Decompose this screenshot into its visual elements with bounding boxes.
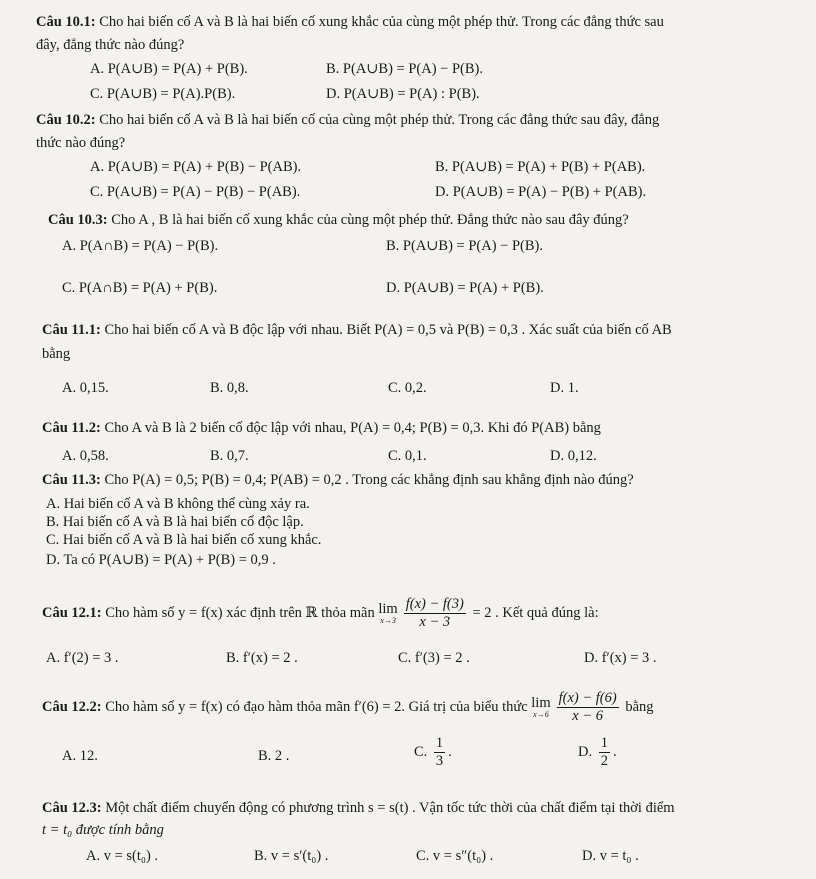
option-d: D. P(A∪B) = P(A) + P(B). — [386, 280, 544, 296]
question-10-1 — [36, 14, 664, 31]
fraction-numerator: 1 — [600, 735, 608, 751]
question-12-2 — [42, 690, 654, 725]
question-label: Câu 12.2: — [42, 698, 102, 715]
question-text: Cho hàm số y = f(x) có đạo hàm thỏa mãn f′(6) = 2. Giá trị của biểu thức — [105, 698, 528, 715]
option-d: D. P(A∪B) = P(A) : P(B). — [326, 86, 480, 102]
limit-expression — [378, 602, 397, 625]
fraction-denominator: x − 6 — [572, 708, 604, 724]
option-a: A. v = s(t₀) . — [86, 848, 159, 864]
option-a: A. P(A∪B) = P(A) + P(B). — [90, 61, 248, 77]
question-label: Câu 12.1: — [42, 604, 102, 621]
option-b: B. P(A∪B) = P(A) + P(B) + P(AB). — [435, 159, 646, 175]
limit-expression — [531, 696, 550, 719]
question-text: Cho hàm số y = f(x) xác định trên ℝ thỏa mãn — [105, 604, 375, 621]
option-letter: D. — [578, 743, 593, 760]
limit-word: lim — [378, 601, 398, 618]
question-label: Câu 10.1: — [36, 14, 96, 30]
option-a: A. P(A∪B) = P(A) + P(B) − P(AB). — [90, 159, 302, 175]
option-a: A. 0,15. — [62, 380, 109, 396]
question-label: Câu 12.3: — [42, 800, 102, 816]
option-c: C. P(A∪B) = P(A).P(B). — [90, 86, 236, 102]
option-tail: . — [448, 743, 452, 760]
option-d: D. P(A∪B) = P(A) − P(B) + P(AB). — [435, 184, 647, 200]
option-b: B. Hai biến cố A và B là hai biến cố độc lập. — [46, 514, 304, 530]
question-text-end: = 2 . Kết quả đúng là: — [472, 604, 599, 621]
option-c: C. 0,1. — [388, 448, 427, 464]
option-c: C. P(A∪B) = P(A) − P(B) − P(AB). — [90, 184, 301, 200]
option-letter: C. — [414, 743, 428, 760]
question-text-continued: đây, đẳng thức nào đúng? — [36, 37, 185, 53]
question-label: Câu 11.3: — [42, 472, 101, 488]
question-label: Câu 11.1: — [42, 322, 101, 338]
option-c: C. v = s″(t₀) . — [416, 848, 494, 864]
option-b: B. v = s′(t₀) . — [254, 848, 329, 864]
limit-word: lim — [531, 695, 551, 712]
question-11-1 — [42, 322, 672, 339]
option-b: B. 0,8. — [210, 380, 249, 396]
question-text-continued: thức nào đúng? — [36, 135, 126, 151]
fraction-numerator: f(x) − f(3) — [405, 596, 464, 612]
option-b: B. 2 . — [258, 748, 290, 764]
option-fraction — [599, 735, 610, 770]
option-fraction — [434, 735, 445, 770]
option-d: D. v = t₀ . — [582, 848, 639, 864]
limit-subscript: x→6 — [533, 709, 549, 719]
option-tail: . — [612, 743, 617, 760]
option-d: D. Ta có P(A∪B) = P(A) + P(B) = 0,9 . — [46, 552, 276, 568]
question-10-2 — [36, 112, 659, 129]
question-text: Cho hai biến cố A và B độc lập với nhau. Biết P(A) = 0,5 và P(B) = 0,3 . Xác suất của biến cố AB — [104, 322, 672, 338]
fraction — [404, 596, 466, 631]
question-10-3 — [48, 212, 629, 229]
limit-subscript: x→3 — [380, 615, 396, 625]
option-c — [414, 735, 452, 770]
option-c: C. f′(3) = 2 . — [398, 650, 470, 666]
option-b: B. 0,7. — [210, 448, 249, 464]
option-d: D. f′(x) = 3 . — [584, 650, 657, 666]
question-label: Câu 10.2: — [36, 112, 96, 128]
question-text: Cho A , B là hai biến cố xung khắc của cùng một phép thử. Đẳng thức nào sau đây đúng? — [111, 212, 629, 228]
fraction-numerator: f(x) − f(6) — [558, 690, 617, 706]
question-label: Câu 10.3: — [48, 212, 108, 228]
fraction-denominator: 2 — [600, 753, 608, 769]
option-c: C. 0,2. — [388, 380, 427, 396]
question-11-3 — [42, 472, 634, 489]
option-b: B. f′(x) = 2 . — [226, 650, 298, 666]
question-text: Một chất điểm chuyển động có phương trình s = s(t) . Vận tốc tức thời của chất điểm tại thời điểm — [105, 800, 675, 816]
question-12-1 — [42, 596, 599, 631]
option-a: A. P(A∩B) = P(A) − P(B). — [62, 238, 219, 254]
question-text: Cho hai biến cố A và B là hai biến cố xung khắc của cùng một phép thử. Trong các đẳng thức sau — [99, 14, 664, 30]
question-12-3 — [42, 800, 675, 817]
option-a: A. 12. — [62, 748, 98, 764]
question-text: Cho P(A) = 0,5; P(B) = 0,4; P(AB) = 0,2 . Trong các khẳng định sau khẳng định nào đúng? — [104, 472, 634, 488]
question-text-end: bằng — [625, 698, 654, 715]
option-a: A. f′(2) = 3 . — [46, 650, 119, 666]
option-d — [578, 735, 617, 770]
option-a: A. Hai biến cố A và B không thể cùng xảy ra. — [46, 496, 310, 512]
option-c: C. Hai biến cố A và B là hai biến cố xung khắc. — [46, 532, 322, 548]
option-d: D. 0,12. — [550, 448, 597, 464]
option-d: D. 1. — [550, 380, 579, 396]
fraction-denominator: x − 3 — [419, 614, 451, 630]
question-11-2 — [42, 420, 601, 437]
option-a: A. 0,58. — [62, 448, 109, 464]
fraction-denominator: 3 — [435, 753, 444, 769]
question-text-continued: t = t₀ được tính bằng — [42, 822, 164, 838]
fraction — [557, 690, 619, 725]
question-text: Cho hai biến cố A và B là hai biến cố của cùng một phép thử. Trong các đẳng thức sau đây, đẳng — [99, 112, 660, 128]
fraction-numerator: 1 — [435, 735, 444, 751]
option-c: C. P(A∩B) = P(A) + P(B). — [62, 280, 218, 296]
question-text: Cho A và B là 2 biến cố độc lập với nhau, P(A) = 0,4; P(B) = 0,3. Khi đó P(AB) bằng — [104, 420, 601, 436]
option-b: B. P(A∪B) = P(A) − P(B). — [326, 61, 484, 77]
question-label: Câu 11.2: — [42, 420, 101, 436]
question-text-continued: bằng — [42, 346, 71, 362]
option-b: B. P(A∪B) = P(A) − P(B). — [386, 238, 544, 254]
